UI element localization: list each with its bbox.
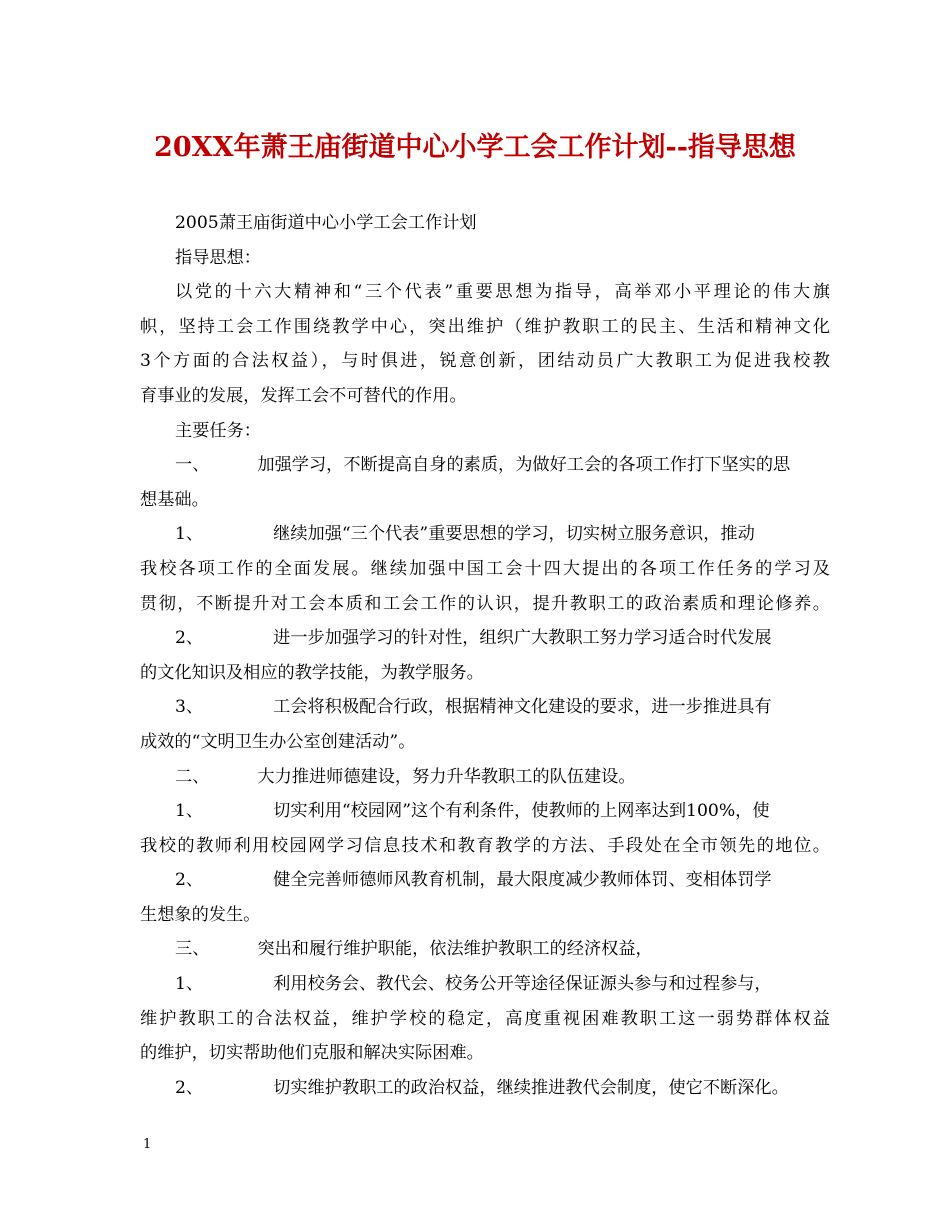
text-line: 2005萧王庙街道中心小学工会工作计划 [175,213,477,233]
list-item-heading [140,760,830,795]
paragraph-line [140,275,830,310]
list-item [140,621,830,656]
text-line: 加强学习，不断提高自身的素质，为做好工会的各项工作打下坚实的思 [257,455,791,476]
paragraph-line [140,379,830,414]
text-line: 利用校务会、教代会、校务公开等途径保证源头参与和过程参与， [273,974,772,995]
section-label-guiding-ideology [140,241,830,276]
text-line: 切实维护教职工的政治权益，继续推进教代会制度，使它不断深化。 [273,1077,789,1098]
paragraph-line [140,1036,830,1071]
paragraph-line [140,552,830,587]
paragraph-line [140,1002,830,1037]
paragraph-line [140,310,830,345]
plan-heading [140,206,830,241]
text-line: 成效的“文明卫生办公室创建活动”。 [140,731,416,752]
list-item [140,1071,830,1106]
paragraph-line [140,483,830,518]
list-item [140,517,830,552]
list-marker: 二、 [175,766,210,787]
list-marker: 2、 [175,628,204,649]
list-marker: 1、 [175,974,204,995]
list-item [140,863,830,898]
list-marker: 3、 [175,697,204,718]
list-item-heading [140,932,830,967]
text-line: 的维护，切实帮助他们克服和解决实际困难。 [140,1043,484,1064]
text-line: 维护教职工的合法权益，维护学校的稳定，高度重视困难教职工这一弱势群体权益 [140,1008,830,1029]
text-line: 的文化知识及相应的教学技能，为教学服务。 [140,662,484,683]
page-number: 1 [143,1137,152,1152]
text-line: 健全完善师德师风教育机制，最大限度减少教师体罚、变相体罚学 [273,870,772,891]
paragraph-line [140,344,830,379]
text-line: 帜，坚持工会工作围绕教学中心，突出维护（维护教职工的民主、生活和精神文化 [140,316,830,337]
text-line: 大力推进师德建设，努力升华教职工的队伍建设。 [257,766,636,787]
document-body [140,206,830,1105]
text-line: 指导思想： [175,247,261,268]
list-item [140,967,830,1002]
text-line: 贯彻，不断提升对工会本质和工会工作的认识，提升教职工的政治素质和理论修养。 [140,593,830,614]
list-marker: 2、 [175,1077,204,1098]
list-item-heading [140,448,830,483]
list-marker: 一、 [175,455,210,476]
text-line: 进一步加强学习的针对性，组织广大教职工努力学习适合时代发展 [273,628,772,649]
text-line: 我校的教师利用校园网学习信息技术和教育教学的方法、手段处在全市领先的地位。 [140,835,830,856]
list-item [140,794,830,829]
paragraph-line [140,656,830,691]
paragraph-line [140,725,830,760]
text-line: 工会将积极配合行政，根据精神文化建设的要求，进一步推进具有 [273,697,772,718]
text-line: 切实利用“校园网”这个有利条件，使教师的上网率达到100%，使 [273,801,770,822]
list-marker: 1、 [175,524,204,545]
paragraph-line [140,587,830,622]
list-marker: 2、 [175,870,204,891]
list-marker: 三、 [175,939,210,960]
text-line: 继续加强“三个代表”重要思想的学习，切实树立服务意识，推动 [273,524,755,545]
text-line: 突出和履行维护职能，依法维护教职工的经济权益， [257,939,653,960]
text-line: 我校各项工作的全面发展。继续加强中国工会十四大提出的各项工作任务的学习及 [140,558,830,579]
document-title: 20XX年萧王庙街道中心小学工会工作计划--指导思想 [154,132,796,163]
text-line: 生想象的发生。 [140,904,261,925]
text-line: 想基础。 [140,489,209,510]
list-marker: 1、 [175,801,204,822]
text-line: 3个方面的合法权益），与时俱进，锐意创新，团结动员广大教职工为促进我校教 [140,351,830,372]
section-label-main-tasks [140,414,830,449]
list-item [140,690,830,725]
text-line: 以党的十六大精神和“三个代表”重要思想为指导，高举邓小平理论的伟大旗 [175,282,830,303]
paragraph-line [140,898,830,933]
paragraph-line [140,829,830,864]
text-line: 主要任务： [175,420,261,441]
text-line: 育事业的发展，发挥工会不可替代的作用。 [140,385,467,406]
